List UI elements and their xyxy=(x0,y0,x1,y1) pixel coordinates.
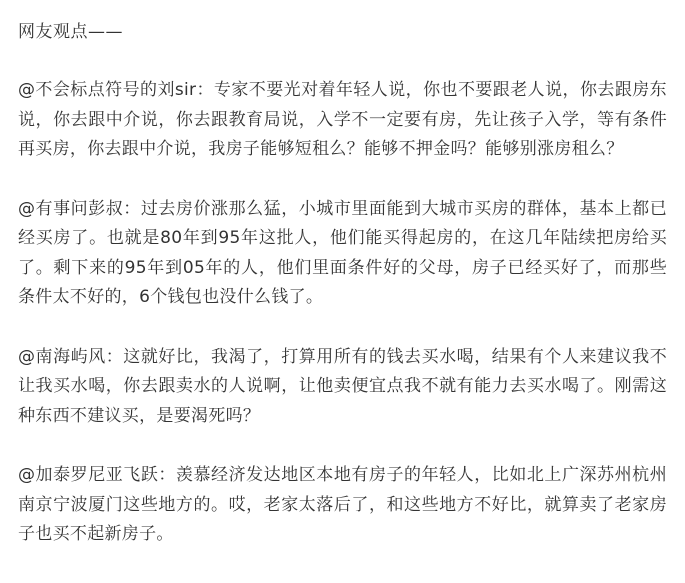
comment-paragraph: @有事问彭叔：过去房价涨那么猛，小城市里面能到大城市买房的群体，基本上都已经买房了。也就是80年到95年这批人，他们能买得起房的，在这几年陆续把房给买了。剩下来的95年到05年的人，他们里面条件好的父母，房子已经买好了，而那些条件太不好的，6个钱包也没什么钱了。 xyxy=(18,198,667,307)
comment-paragraph: @不会标点符号的刘sir：专家不要光对着年轻人说，你也不要跟老人说，你去跟房东说，你去跟中介说，你去跟教育局说，入学不一定要有房，先让孩子入学，等有条件再买房，你去跟中介说，我房子能够短租么？能够不押金吗？能够别涨房租么？ xyxy=(18,80,667,159)
comment-paragraph: @加泰罗尼亚飞跃：羡慕经济发达地区本地有房子的年轻人，比如北上广深苏州杭州南京宁波厦门这些地方的。哎，老家太落后了，和这些地方不好比，就算卖了老家房子也买不起新房子。 xyxy=(18,465,667,544)
comment-paragraph: @南海屿风：这就好比，我渴了，打算用所有的钱去买水喝，结果有个人来建议我不让我买水喝，你去跟卖水的人说啊，让他卖便宜点我不就有能力去买水喝了。刚需这种东西不建议买，是要渴死吗？ xyxy=(18,346,667,426)
section-heading: 网友观点—— xyxy=(18,22,123,42)
